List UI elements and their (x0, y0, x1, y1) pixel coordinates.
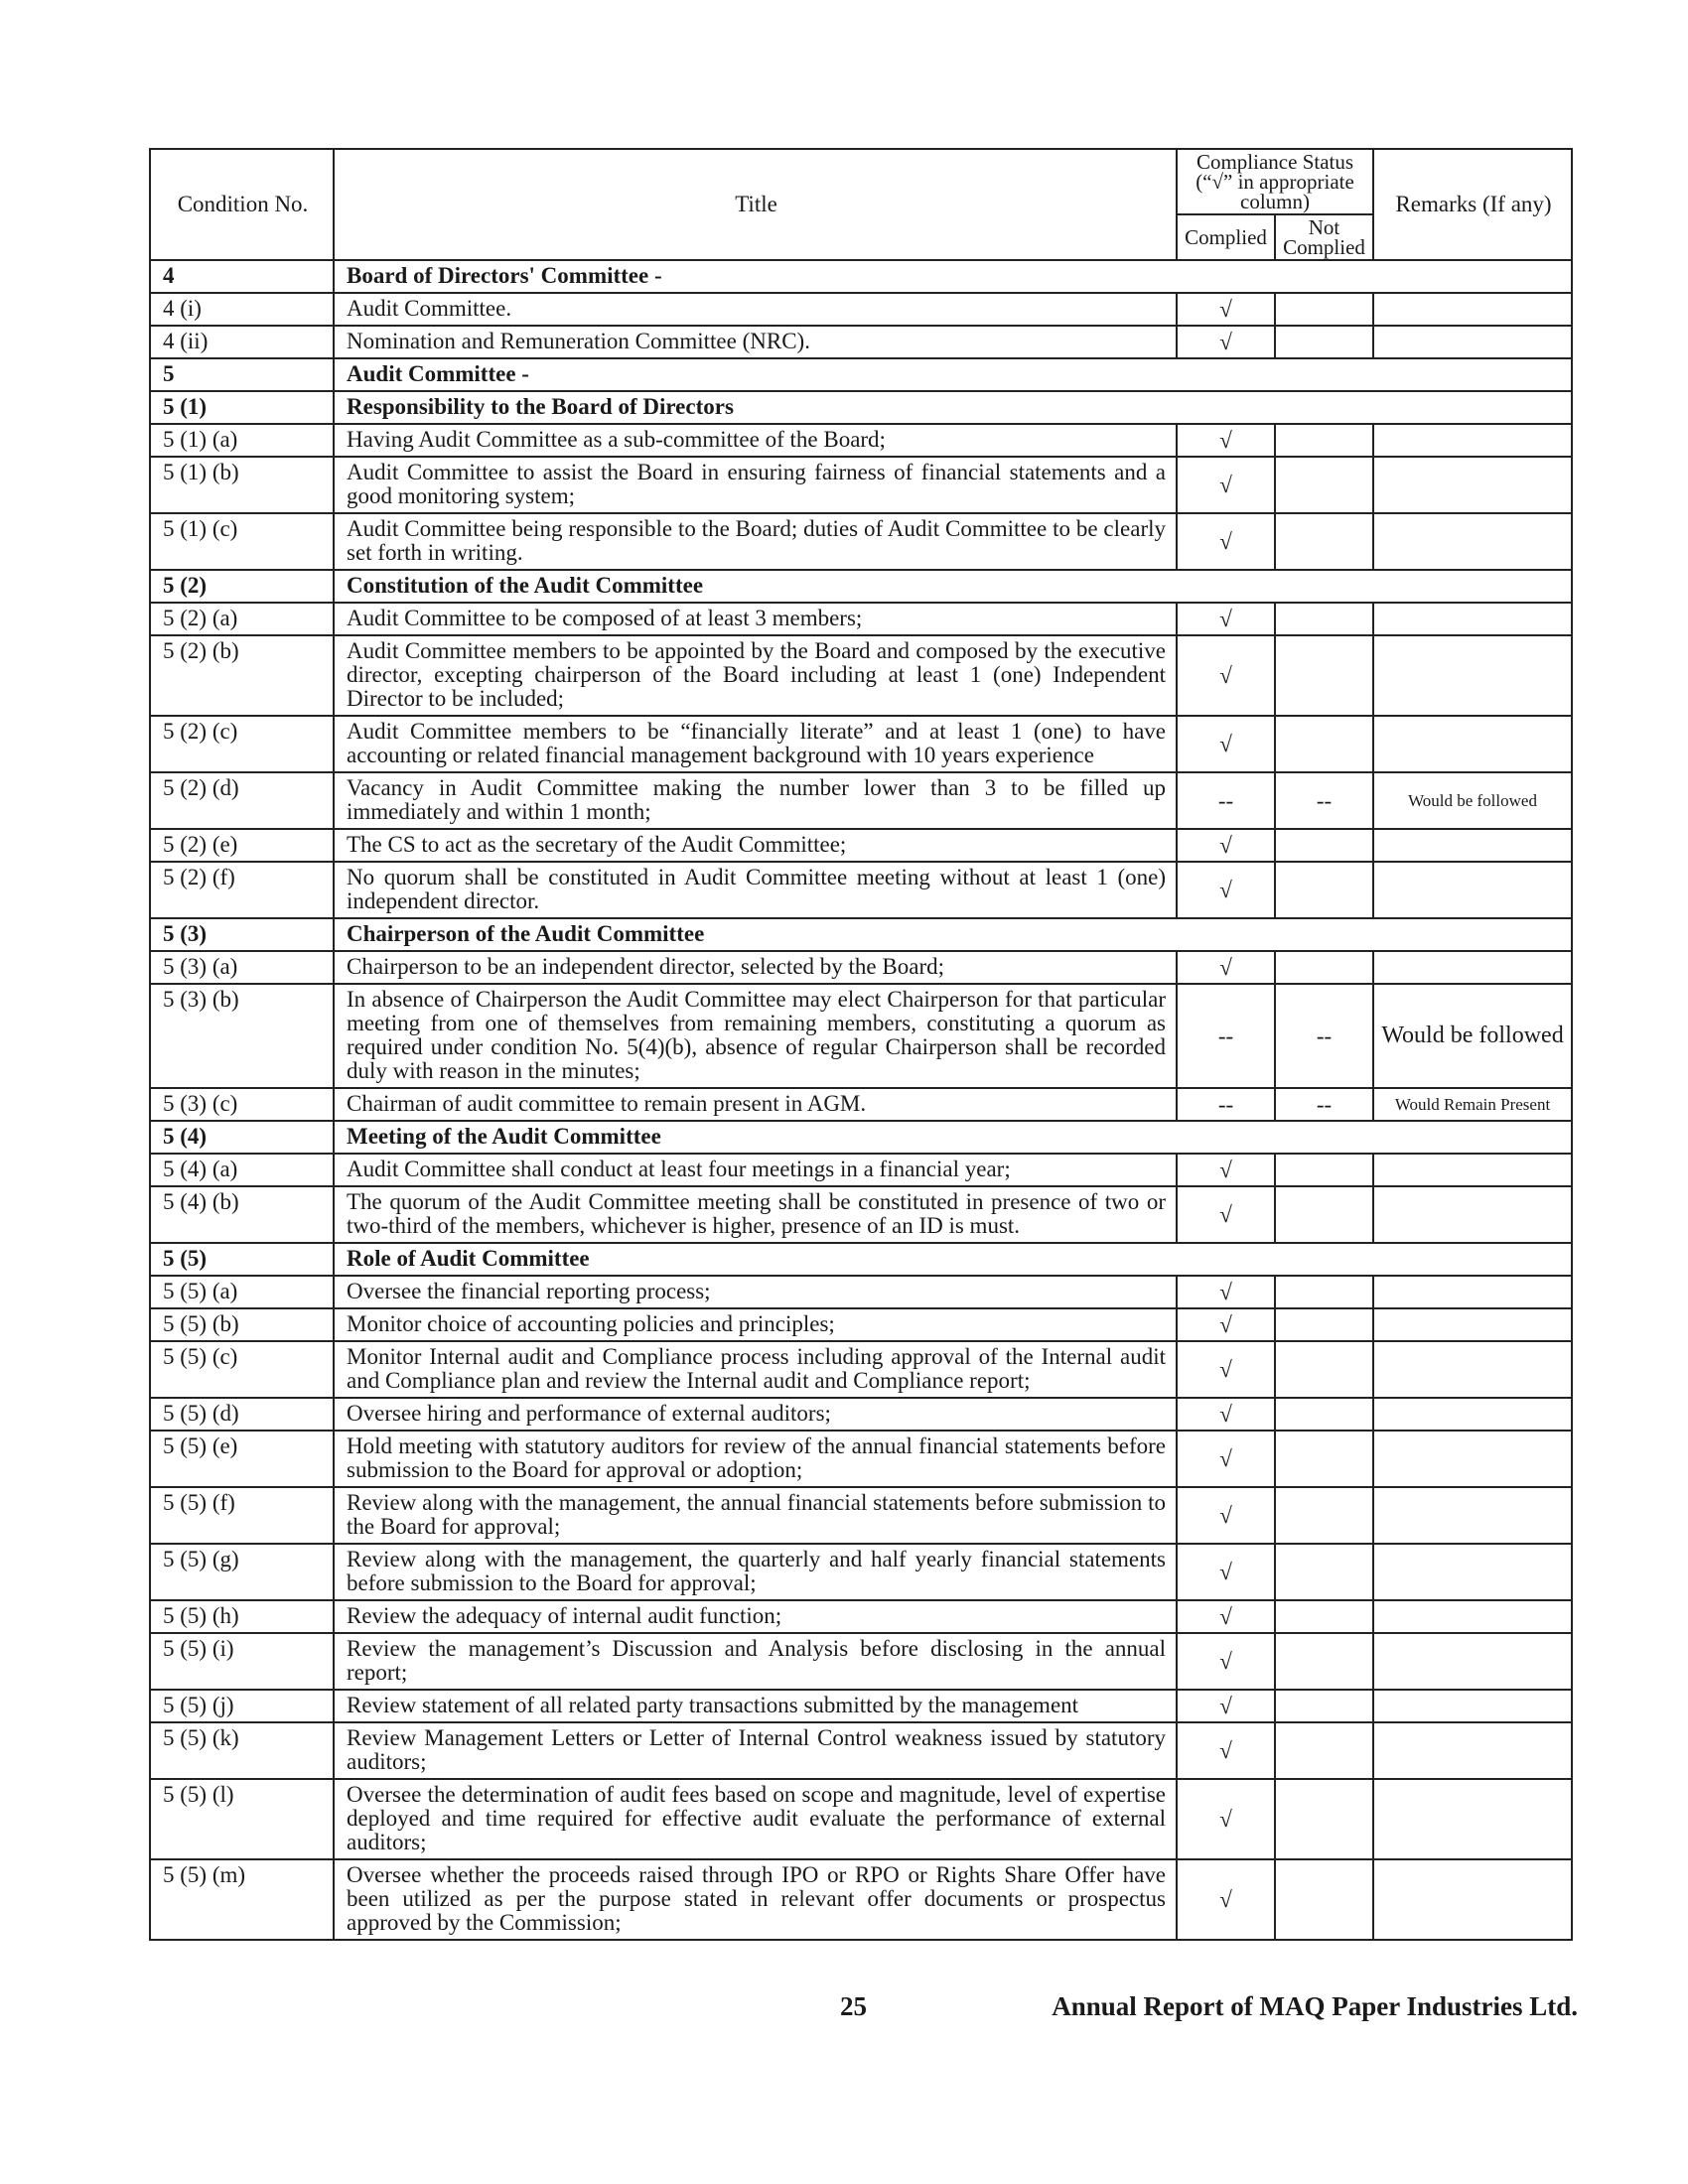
complied-cell: √ (1177, 951, 1275, 984)
not-complied-cell (1275, 1544, 1373, 1600)
condition-no-cell: 5 (3) (150, 918, 334, 951)
complied-cell: √ (1177, 1779, 1275, 1859)
not-complied-cell (1275, 1154, 1373, 1186)
table-row (150, 772, 1572, 829)
not-complied-cell (1275, 1690, 1373, 1722)
remarks-cell (1373, 1859, 1572, 1940)
table-row (150, 293, 1572, 326)
complied-cell: √ (1177, 1308, 1275, 1341)
not-complied-cell (1275, 951, 1373, 984)
not-complied-cell (1275, 635, 1373, 716)
table-row (150, 829, 1572, 862)
title-cell: Audit Committee. (334, 293, 1177, 326)
not-complied-cell (1275, 603, 1373, 635)
remarks-cell (1373, 603, 1572, 635)
title-cell: Review Management Letters or Letter of Internal Control weakness issued by statutory auditors; (334, 1722, 1177, 1779)
remarks-cell (1373, 716, 1572, 772)
title-cell: Audit Committee being responsible to the Board; duties of Audit Committee to be clearly set forth in writing. (334, 513, 1177, 570)
table-row (150, 1859, 1572, 1940)
condition-no-cell: 5 (5) (b) (150, 1308, 334, 1341)
title-cell: Oversee the determination of audit fees based on scope and magnitude, level of expertise deployed and time required for effective audit evaluate the performance of external auditors; (334, 1779, 1177, 1859)
title-cell: Review statement of all related party transactions submitted by the management (334, 1690, 1177, 1722)
title-cell: Monitor choice of accounting policies and principles; (334, 1308, 1177, 1341)
title-cell: Audit Committee shall conduct at least four meetings in a financial year; (334, 1154, 1177, 1186)
title-cell: Oversee the financial reporting process; (334, 1276, 1177, 1308)
not-complied-cell (1275, 293, 1373, 326)
remarks-cell (1373, 1398, 1572, 1431)
complied-cell: √ (1177, 1431, 1275, 1487)
remarks-cell (1373, 1722, 1572, 1779)
condition-no-cell: 5 (5) (a) (150, 1276, 334, 1308)
section-row (150, 918, 1572, 951)
remarks-cell (1373, 1600, 1572, 1633)
condition-no-cell: 5 (4) (a) (150, 1154, 334, 1186)
condition-no-cell: 5 (2) (a) (150, 603, 334, 635)
section-row (150, 570, 1572, 603)
section-row (150, 1243, 1572, 1276)
section-row (150, 358, 1572, 391)
table-row (150, 1722, 1572, 1779)
title-cell: Audit Committee members to be appointed by the Board and composed by the executive director, excepting chairperson of the Board including at least 1 (one) Independent Director to be included; (334, 635, 1177, 716)
title-cell: Meeting of the Audit Committee (334, 1121, 1572, 1154)
table-row (150, 1154, 1572, 1186)
complied-cell: √ (1177, 635, 1275, 716)
remarks-cell: Would be followed (1373, 772, 1572, 829)
table-body (150, 260, 1572, 1940)
complied-cell: √ (1177, 862, 1275, 918)
table-row (150, 603, 1572, 635)
title-cell: Monitor Internal audit and Compliance process including approval of the Internal audit and Compliance plan and review the Internal audit and Compliance report; (334, 1341, 1177, 1398)
condition-no-cell: 5 (2) (f) (150, 862, 334, 918)
title-cell: Oversee whether the proceeds raised through IPO or RPO or Rights Share Offer have been utilized as per the purpose stated in relevant offer documents or prospectus approved by the Commission; (334, 1859, 1177, 1940)
table-row (150, 1600, 1572, 1633)
not-complied-cell (1275, 513, 1373, 570)
condition-no-cell: 5 (2) (d) (150, 772, 334, 829)
complied-cell: √ (1177, 716, 1275, 772)
complied-cell: √ (1177, 1633, 1275, 1690)
condition-no-cell: 5 (1) (b) (150, 457, 334, 513)
condition-no-cell: 4 (150, 260, 334, 293)
condition-no-cell: 5 (5) (m) (150, 1859, 334, 1940)
remarks-cell (1373, 1341, 1572, 1398)
remarks-cell (1373, 326, 1572, 358)
condition-no-cell: 5 (5) (d) (150, 1398, 334, 1431)
condition-no-cell: 5 (2) (e) (150, 829, 334, 862)
table-row (150, 1431, 1572, 1487)
not-complied-cell (1275, 1398, 1373, 1431)
title-cell: The CS to act as the secretary of the Audit Committee; (334, 829, 1177, 862)
table-row (150, 984, 1572, 1088)
remarks-cell (1373, 1544, 1572, 1600)
condition-no-cell: 5 (2) (b) (150, 635, 334, 716)
title-cell: Having Audit Committee as a sub-committee of the Board; (334, 424, 1177, 457)
remarks-cell (1373, 1154, 1572, 1186)
remarks-cell (1373, 1487, 1572, 1544)
not-complied-cell (1275, 1186, 1373, 1243)
not-complied-cell: -- (1275, 984, 1373, 1088)
title-cell: Audit Committee - (334, 358, 1572, 391)
title-cell: Board of Directors' Committee - (334, 260, 1572, 293)
condition-no-cell: 5 (3) (b) (150, 984, 334, 1088)
complied-cell: √ (1177, 293, 1275, 326)
complied-cell: √ (1177, 1186, 1275, 1243)
table-row (150, 1308, 1572, 1341)
title-cell: Audit Committee to be composed of at least 3 members; (334, 603, 1177, 635)
complied-cell: √ (1177, 1690, 1275, 1722)
condition-no-cell: 5 (5) (e) (150, 1431, 334, 1487)
remarks-cell (1373, 513, 1572, 570)
complied-cell: √ (1177, 513, 1275, 570)
table-row (150, 1633, 1572, 1690)
section-row (150, 1121, 1572, 1154)
table-row (150, 1544, 1572, 1600)
header-compliance-status: Compliance Status (“√” in appropriate column) (1177, 149, 1373, 214)
title-cell: Chairman of audit committee to remain present in AGM. (334, 1088, 1177, 1121)
header-condition-no: Condition No. (150, 149, 334, 260)
not-complied-cell (1275, 1487, 1373, 1544)
remarks-cell (1373, 1308, 1572, 1341)
not-complied-cell (1275, 829, 1373, 862)
compliance-sheet (149, 148, 1571, 1941)
table-row (150, 1398, 1572, 1431)
not-complied-cell (1275, 1779, 1373, 1859)
title-cell: Review the management’s Discussion and Analysis before disclosing in the annual report; (334, 1633, 1177, 1690)
not-complied-cell (1275, 1600, 1373, 1633)
complied-cell: √ (1177, 457, 1275, 513)
table-row (150, 457, 1572, 513)
table-row (150, 951, 1572, 984)
not-complied-cell (1275, 326, 1373, 358)
remarks-cell (1373, 293, 1572, 326)
remarks-cell (1373, 1779, 1572, 1859)
table-row (150, 1088, 1572, 1121)
remarks-cell (1373, 424, 1572, 457)
remarks-cell (1373, 862, 1572, 918)
complied-cell: -- (1177, 772, 1275, 829)
table-row (150, 1779, 1572, 1859)
remarks-cell (1373, 457, 1572, 513)
complied-cell: √ (1177, 1398, 1275, 1431)
complied-cell: √ (1177, 1544, 1275, 1600)
not-complied-cell (1275, 862, 1373, 918)
table-header (150, 149, 1572, 260)
complied-cell: -- (1177, 1088, 1275, 1121)
condition-no-cell: 5 (4) (b) (150, 1186, 334, 1243)
remarks-cell (1373, 1690, 1572, 1722)
condition-no-cell: 5 (5) (150, 1243, 334, 1276)
condition-no-cell: 5 (2) (150, 570, 334, 603)
remarks-cell (1373, 1431, 1572, 1487)
condition-no-cell: 5 (3) (a) (150, 951, 334, 984)
condition-no-cell: 5 (1) (a) (150, 424, 334, 457)
complied-cell: √ (1177, 1487, 1275, 1544)
not-complied-cell (1275, 716, 1373, 772)
condition-no-cell: 4 (ii) (150, 326, 334, 358)
remarks-cell (1373, 951, 1572, 984)
table-row (150, 1276, 1572, 1308)
remarks-cell (1373, 829, 1572, 862)
not-complied-cell (1275, 457, 1373, 513)
condition-no-cell: 5 (1) (150, 391, 334, 424)
page-number: 25 (840, 1991, 867, 2021)
complied-cell: √ (1177, 603, 1275, 635)
table-row (150, 1186, 1572, 1243)
remarks-cell: Would Remain Present (1373, 1088, 1572, 1121)
title-cell: Review along with the management, the annual financial statements before submission to the Board for approval; (334, 1487, 1177, 1544)
not-complied-cell (1275, 1859, 1373, 1940)
condition-no-cell: 5 (5) (g) (150, 1544, 334, 1600)
compliance-table (149, 148, 1573, 1941)
table-row (150, 862, 1572, 918)
title-cell: No quorum shall be constituted in Audit Committee meeting without at least 1 (one) independent director. (334, 862, 1177, 918)
title-cell: The quorum of the Audit Committee meeting shall be constituted in presence of two or two-third of the members, whichever is higher, presence of an ID is must. (334, 1186, 1177, 1243)
table-row (150, 513, 1572, 570)
table-row (150, 424, 1572, 457)
title-cell: In absence of Chairperson the Audit Committee may elect Chairperson for that particular meeting from one of themselves from remaining members, constituting a quorum as required under condition No. 5(4)(b), absence of regular Chairperson shall be recorded duly with reason in the minutes; (334, 984, 1177, 1088)
condition-no-cell: 5 (5) (c) (150, 1341, 334, 1398)
title-cell: Chairperson of the Audit Committee (334, 918, 1572, 951)
complied-cell: √ (1177, 1154, 1275, 1186)
condition-no-cell: 5 (5) (f) (150, 1487, 334, 1544)
condition-no-cell: 5 (150, 358, 334, 391)
not-complied-cell (1275, 1633, 1373, 1690)
not-complied-cell (1275, 1431, 1373, 1487)
page-footer (0, 1991, 1688, 2031)
complied-cell: √ (1177, 829, 1275, 862)
section-row (150, 391, 1572, 424)
complied-cell: √ (1177, 326, 1275, 358)
not-complied-cell: -- (1275, 1088, 1373, 1121)
header-complied: Complied (1177, 214, 1275, 260)
table-row (150, 1487, 1572, 1544)
not-complied-cell (1275, 1722, 1373, 1779)
header-remarks: Remarks (If any) (1373, 149, 1572, 260)
not-complied-cell: -- (1275, 772, 1373, 829)
remarks-cell (1373, 1633, 1572, 1690)
complied-cell: √ (1177, 1341, 1275, 1398)
condition-no-cell: 5 (5) (l) (150, 1779, 334, 1859)
title-cell: Review the adequacy of internal audit function; (334, 1600, 1177, 1633)
title-cell: Review along with the management, the quarterly and half yearly financial statements before submission to the Board for approval; (334, 1544, 1177, 1600)
condition-no-cell: 5 (2) (c) (150, 716, 334, 772)
remarks-cell: Would be followed (1373, 984, 1572, 1088)
table-row (150, 635, 1572, 716)
condition-no-cell: 5 (1) (c) (150, 513, 334, 570)
remarks-cell (1373, 635, 1572, 716)
table-row (150, 1341, 1572, 1398)
condition-no-cell: 5 (5) (k) (150, 1722, 334, 1779)
header-title: Title (334, 149, 1177, 260)
title-cell: Responsibility to the Board of Directors (334, 391, 1572, 424)
title-cell: Audit Committee to assist the Board in ensuring fairness of financial statements and a good monitoring system; (334, 457, 1177, 513)
remarks-cell (1373, 1276, 1572, 1308)
condition-no-cell: 5 (5) (i) (150, 1633, 334, 1690)
title-cell: Chairperson to be an independent director, selected by the Board; (334, 951, 1177, 984)
title-cell: Nomination and Remuneration Committee (NRC). (334, 326, 1177, 358)
title-cell: Constitution of the Audit Committee (334, 570, 1572, 603)
complied-cell: √ (1177, 1722, 1275, 1779)
complied-cell: √ (1177, 424, 1275, 457)
table-row (150, 1690, 1572, 1722)
table-row (150, 716, 1572, 772)
not-complied-cell (1275, 424, 1373, 457)
header-not-complied: Not Complied (1275, 214, 1373, 260)
condition-no-cell: 5 (5) (j) (150, 1690, 334, 1722)
title-cell: Vacancy in Audit Committee making the number lower than 3 to be filled up immediately and within 1 month; (334, 772, 1177, 829)
condition-no-cell: 5 (5) (h) (150, 1600, 334, 1633)
complied-cell: -- (1177, 984, 1275, 1088)
title-cell: Audit Committee members to be “financially literate” and at least 1 (one) to have accounting or related financial management background with 10 years experience (334, 716, 1177, 772)
report-title: Annual Report of MAQ Paper Industries Ltd. (1052, 1991, 1578, 2021)
title-cell: Role of Audit Committee (334, 1243, 1572, 1276)
section-row (150, 260, 1572, 293)
condition-no-cell: 5 (4) (150, 1121, 334, 1154)
complied-cell: √ (1177, 1276, 1275, 1308)
title-cell: Oversee hiring and performance of external auditors; (334, 1398, 1177, 1431)
condition-no-cell: 4 (i) (150, 293, 334, 326)
complied-cell: √ (1177, 1600, 1275, 1633)
not-complied-cell (1275, 1276, 1373, 1308)
table-row (150, 326, 1572, 358)
not-complied-cell (1275, 1341, 1373, 1398)
complied-cell: √ (1177, 1859, 1275, 1940)
not-complied-cell (1275, 1308, 1373, 1341)
condition-no-cell: 5 (3) (c) (150, 1088, 334, 1121)
remarks-cell (1373, 1186, 1572, 1243)
title-cell: Hold meeting with statutory auditors for review of the annual financial statements before submission to the Board for approval or adoption; (334, 1431, 1177, 1487)
